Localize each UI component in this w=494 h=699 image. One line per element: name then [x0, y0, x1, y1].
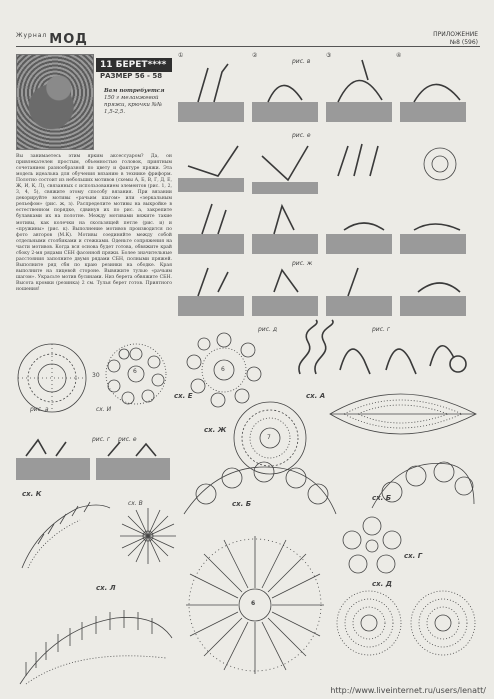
label-sch-Zh: сх. Ж	[204, 426, 227, 434]
center-7: 7	[267, 434, 271, 441]
label-sch-G: сх. Г	[404, 552, 423, 560]
steps-row-2	[178, 136, 478, 196]
scheme-B-right-diagram	[368, 454, 478, 524]
scheme-B-left-diagram	[180, 454, 340, 524]
scheme-V-diagram	[118, 506, 178, 566]
brand-logo	[16, 32, 88, 47]
beret-photo	[16, 54, 94, 150]
source-url[interactable]: http://www.liveinternet.ru/users/lenatt/	[330, 686, 486, 695]
pattern-outline-a	[16, 342, 96, 422]
measure-30: 30	[92, 372, 100, 379]
label-sch-B-right: сх. Б	[372, 494, 392, 502]
label-pic-e: рис. е	[118, 436, 137, 443]
label-pic-a: рис. а	[30, 406, 49, 413]
center-6-b: 6	[221, 366, 225, 373]
label-pic-zh: рис. ж	[292, 260, 313, 267]
article-size: РАЗМЕР 56 - 58	[100, 72, 163, 80]
label-pic-g: рис. г	[92, 436, 110, 443]
label-sch-E: сх. Е	[174, 392, 193, 400]
article-title: 11 БЕРЕТ****	[96, 58, 172, 72]
brand-name: МОД	[49, 32, 88, 47]
header-rule	[16, 46, 480, 47]
step-1: ①	[178, 52, 184, 59]
scheme-L-diagram	[16, 588, 176, 688]
scheme-D-diagram-2	[408, 588, 478, 658]
steps-row-3	[178, 200, 478, 260]
label-pic-g2: рис. г	[372, 326, 390, 333]
label-pic-v: рис. в	[292, 58, 311, 65]
center-6-a: 6	[133, 368, 137, 375]
label-sch-I: сх. И	[96, 406, 112, 413]
scheme-A-diagram	[328, 384, 478, 454]
label-sch-D: сх. Д	[372, 580, 392, 588]
step-4: ④	[396, 52, 402, 59]
label-sch-K: сх. К	[22, 490, 42, 498]
materials-block	[104, 88, 170, 116]
technique-strips-left	[16, 436, 176, 486]
steps-row-1	[178, 60, 478, 130]
ring-technique	[330, 330, 480, 380]
label-sch-A: сх. А	[306, 392, 326, 400]
label-pic-d: рис. д	[258, 326, 277, 333]
materials-title: Вам потребуется	[104, 88, 165, 94]
center-6-c: 6	[251, 600, 256, 607]
issue-info	[433, 31, 478, 47]
label-pic-e2: рис. е	[292, 132, 311, 139]
label-sch-B-left: сх. Б	[232, 500, 252, 508]
brand-small: Журнал	[16, 32, 48, 39]
step-2: ②	[252, 52, 258, 59]
scheme-D-diagram-1	[334, 588, 404, 658]
motif-I-diagram	[100, 340, 180, 420]
label-sch-V: сх. В	[128, 500, 143, 507]
steps-row-4	[178, 262, 478, 322]
scheme-K-diagram	[18, 498, 118, 578]
article-body: Вы занимаетесь этим ярким аксессуаром? Да, он привлекателен простым, объемностью головок, приятным сочетанием разнообразной по цвету и фактуре пряжи. Эта модель идеальна для обучения вязанию в технике фриформ. Полотно состоит из небольших мотивов (схемы А, Б, В, Г, Д, Е, Ж, И, К, Л), связанных с использованием элементов (рис. 1, 2, 3, 4, 5), свяжите этому способу вязания. При вязании декорируйте мотивы «рачьим шагом» или «зеркальным рельефом» (рис. ж, з). Распределите мотивы на выкройке в естественном порядке, сдвинув их по рис. а, закрепите булавками их на полотне. Между мотивами вяжите такие мотивы, как колечки на скользящей петле (рис. и) и «пружины» (рис. к). Выполнение мотивов производится по фото авторов (М.К). Мотивы соединяйте между собой отдельными столбиками и стежками. Оденьте сопряжения на части мотивов. Когда вся основа будет готова, обвяжите край сбоку 2-мя рядами СБН фасонной пряжи. Более значительные расстояния заполните двумя рядами СБН, полными пряжей. Выполните ряд сбн по краю резинки на ободке. Края выполните на лицевой стороне. Вывяжите тулью «рачьим шагом». Украсьте мотив бусинами. Низ берета обвяжите СБН. Высота кромки (резинка) 2 см. Тулья берет готов. Приятного ношения!	[16, 154, 172, 293]
scheme-G-diagram	[342, 516, 402, 576]
label-sch-L: сх. Л	[96, 584, 116, 592]
materials-text: 150 г меланжевой пряжи, крючки №№ 1,5-2,5.	[104, 95, 163, 115]
issue-number: №8 (596)	[449, 39, 478, 46]
step-3: ③	[326, 52, 332, 59]
appendix-label: ПРИЛОЖЕНИЕ	[433, 31, 478, 38]
